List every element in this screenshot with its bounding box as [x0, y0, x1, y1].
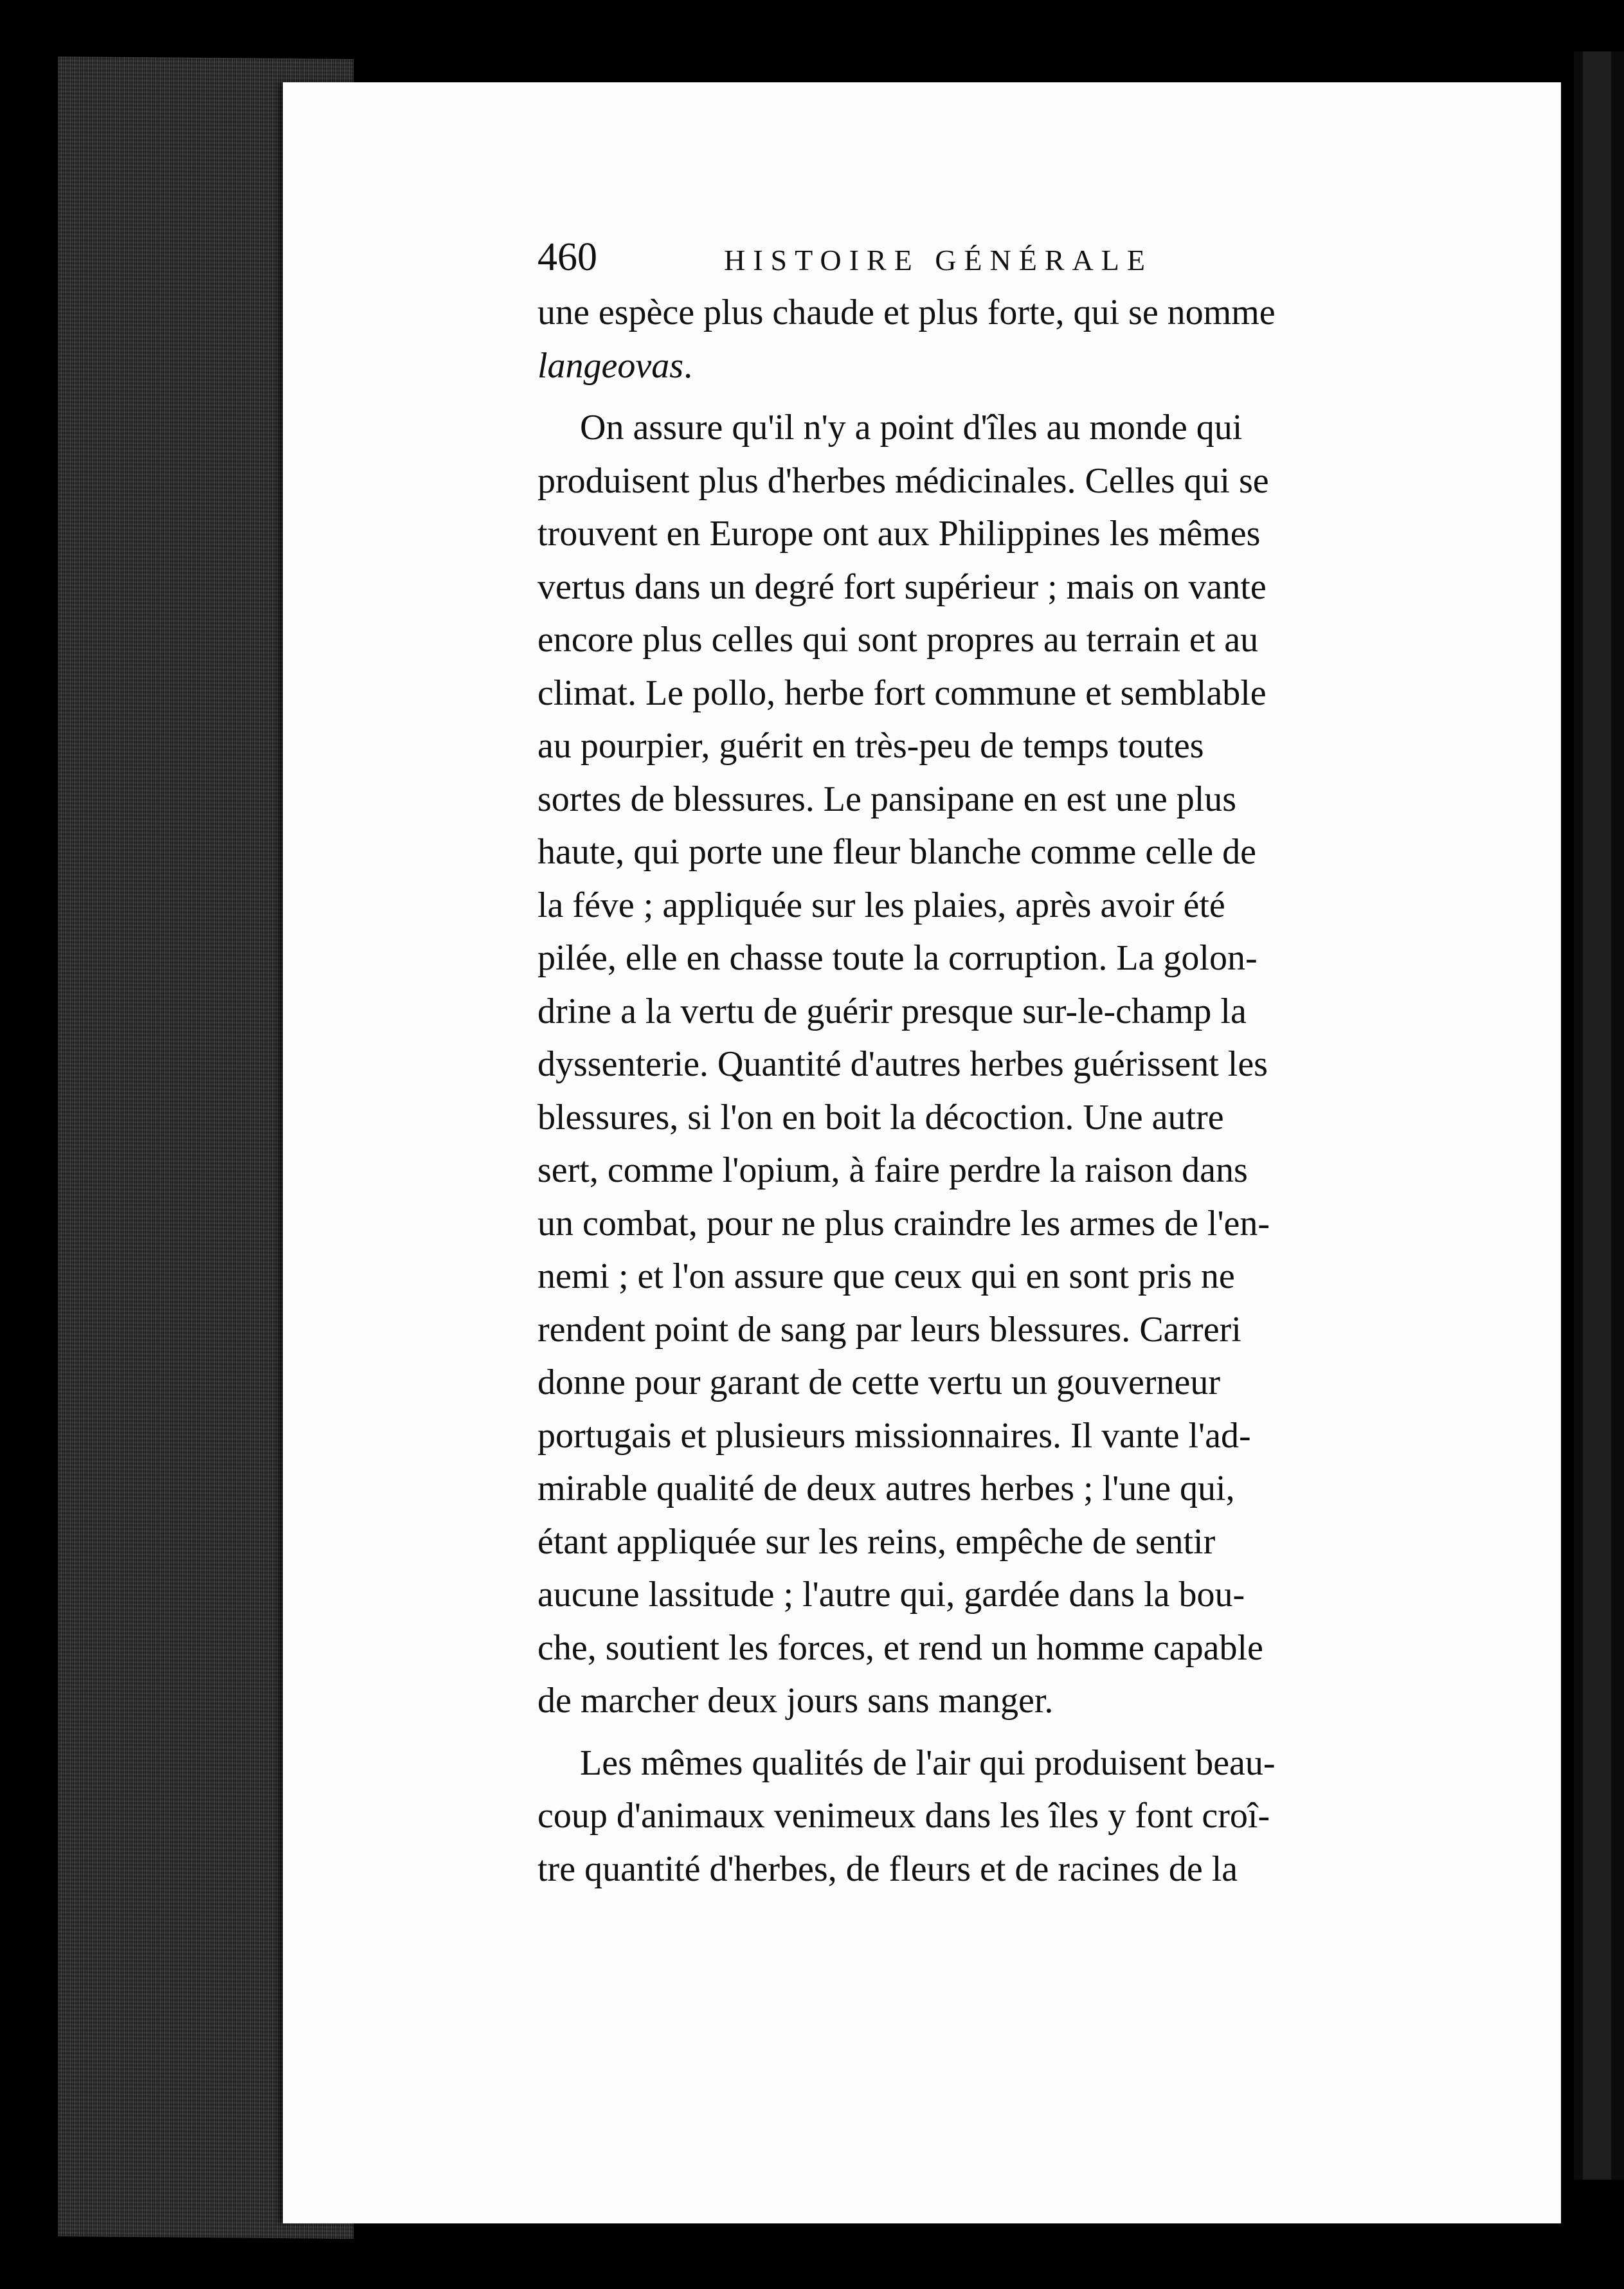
text-line: blessures, si l'on en boit la décoction. Une autre	[537, 1097, 1224, 1137]
running-head	[537, 235, 1438, 286]
facing-page-sliver	[1583, 51, 1611, 2180]
text-line: che, soutient les forces, et rend un homme capable	[537, 1627, 1263, 1668]
text-line: coup d'animaux venimeux dans les îles y font croî-	[537, 1796, 1270, 1836]
text-line: mirable qualité de deux autres herbes ; l'une qui,	[537, 1469, 1235, 1508]
text-line: nemi ; et l'on assure que ceux qui en sont pris ne	[537, 1256, 1235, 1296]
text-line: produisent plus d'herbes médicinales. Celles qui se	[537, 460, 1269, 501]
italic-term: langeovas	[537, 345, 684, 386]
text-line: tre quantité d'herbes, de fleurs et de racines de la	[537, 1849, 1238, 1889]
text-line: haute, qui porte une fleur blanche comme celle de	[537, 832, 1256, 872]
text-line: étant appliquée sur les reins, empêche de sentir	[537, 1521, 1216, 1562]
text-line: dyssenterie. Quantité d'autres herbes guérissent les	[537, 1044, 1268, 1084]
text-line: On assure qu'il n'y a point d'îles au monde qui	[580, 408, 1243, 448]
paragraph-1	[537, 286, 1438, 392]
text-line: vertus dans un degré fort supérieur ; mais on vante	[537, 566, 1267, 607]
text-line: climat. Le pollo, herbe fort commune et semblable	[537, 673, 1267, 713]
text-line: encore plus celles qui sont propres au terrain et au	[537, 620, 1259, 660]
text-line: au pourpier, guérit en très-peu de temps toutes	[537, 726, 1204, 766]
text-line: trouvent en Europe ont aux Philippines les mêmes	[537, 514, 1261, 554]
text-line: portugais et plusieurs missionnaires. Il vante l'ad-	[537, 1415, 1251, 1456]
body-text	[537, 286, 1438, 1895]
punctuation: .	[683, 345, 693, 386]
text-line: sert, comme l'opium, à faire perdre la raison dans	[537, 1150, 1248, 1190]
text-line: aucune lassitude ; l'autre qui, gardée dans la bou-	[537, 1575, 1245, 1615]
text-line: une espèce plus chaude et plus forte, qui se nomme	[537, 293, 1276, 332]
text-line: la féve ; appliquée sur les plaies, après avoir été	[537, 885, 1225, 925]
page-number: 460	[537, 235, 597, 279]
paragraph-3	[537, 1737, 1438, 1896]
text-line: pilée, elle en chasse toute la corruption. La golon-	[537, 938, 1258, 978]
paragraph-2	[537, 401, 1438, 1728]
facing-page-edge	[1574, 51, 1624, 2180]
text-line: un combat, pour ne plus craindre les armes de l'en-	[537, 1203, 1270, 1244]
text-line: donne pour garant de cette vertu un gouverneur	[537, 1362, 1221, 1402]
text-line: drine a la vertu de guérir presque sur-le-champ la	[537, 991, 1247, 1031]
running-title: HISTOIRE GÉNÉRALE	[724, 244, 1153, 276]
text-line: rendent point de sang par leurs blessures. Carreri	[537, 1309, 1241, 1350]
text-line: Les mêmes qualités de l'air qui produisent beau-	[580, 1742, 1276, 1783]
text-line: sortes de blessures. Le pansipane en est une plus	[537, 779, 1237, 819]
text-line: de marcher deux jours sans manger.	[537, 1681, 1054, 1721]
page-content	[537, 235, 1438, 1895]
